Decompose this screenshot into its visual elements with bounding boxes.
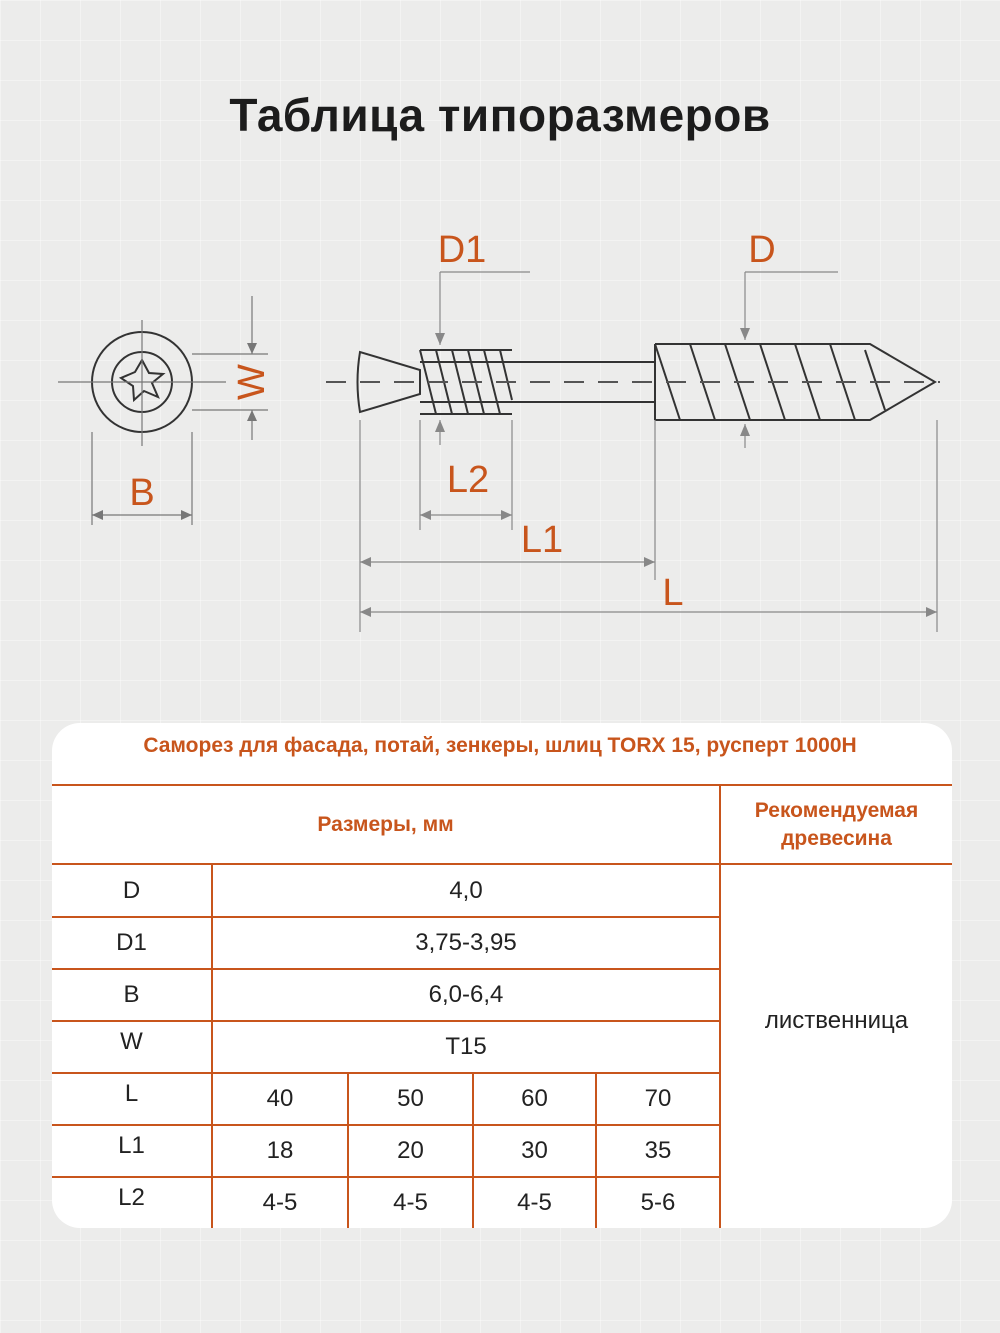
cell-l2-60: 4-5 xyxy=(517,1189,552,1216)
cell-l1-40: 18 xyxy=(266,1137,294,1164)
divider xyxy=(472,1074,474,1228)
label-w: W xyxy=(231,364,273,400)
cell-l-40: 40 xyxy=(266,1085,294,1112)
divider xyxy=(52,784,952,786)
divider xyxy=(347,1074,349,1228)
label-l: L xyxy=(662,572,684,614)
header-wood-line1: Рекомендуемая xyxy=(754,798,919,822)
cell-l-70: 70 xyxy=(644,1085,672,1112)
row-value-d1: 3,75-3,95 xyxy=(415,929,517,956)
cell-l1-70: 35 xyxy=(644,1137,672,1164)
page-title: Таблица типоразмеров xyxy=(229,89,771,141)
divider xyxy=(52,1072,720,1074)
header-wood-line2: древесина xyxy=(781,826,892,850)
row-value-b: 6,0-6,4 xyxy=(428,981,504,1008)
table-caption: Саморез для фасада, потай, зенкеры, шлиц TORX 15, русперт 1000Н xyxy=(143,734,857,757)
header-wood xyxy=(721,786,952,863)
cell-l1-50: 20 xyxy=(397,1137,424,1164)
label-d: D xyxy=(748,229,776,271)
cell-l2-50: 4-5 xyxy=(393,1189,428,1216)
label-b: B xyxy=(129,472,155,514)
header-sizes: Размеры, мм xyxy=(317,812,454,836)
divider xyxy=(719,786,721,1228)
row-label-d1: D1 xyxy=(116,929,147,956)
label-d1: D1 xyxy=(437,229,487,271)
divider xyxy=(595,1074,597,1228)
divider xyxy=(52,968,720,970)
row-value-w: T15 xyxy=(445,1033,487,1060)
divider xyxy=(52,916,720,918)
cell-l2-70: 5-6 xyxy=(640,1189,676,1216)
cell-l2-40: 4-5 xyxy=(262,1189,298,1216)
cell-l-50: 50 xyxy=(397,1085,424,1112)
divider xyxy=(52,1124,720,1126)
row-label-b: B xyxy=(123,981,140,1008)
divider xyxy=(52,863,952,865)
row-value-d: 4,0 xyxy=(449,876,483,904)
wood-value: лиственница xyxy=(764,1006,909,1034)
row-label-w: W xyxy=(120,1028,143,1055)
cell-l-60: 60 xyxy=(521,1085,548,1112)
row-label-l: L xyxy=(124,1080,139,1107)
row-label-l2: L2 xyxy=(118,1184,145,1211)
label-l2: L2 xyxy=(446,459,490,501)
row-label-d: D xyxy=(122,876,141,904)
divider xyxy=(52,1020,720,1022)
label-l1: L1 xyxy=(520,519,564,561)
divider xyxy=(52,1176,720,1178)
cell-l1-60: 30 xyxy=(521,1137,548,1164)
divider xyxy=(211,865,213,1228)
row-label-l1: L1 xyxy=(118,1132,145,1159)
